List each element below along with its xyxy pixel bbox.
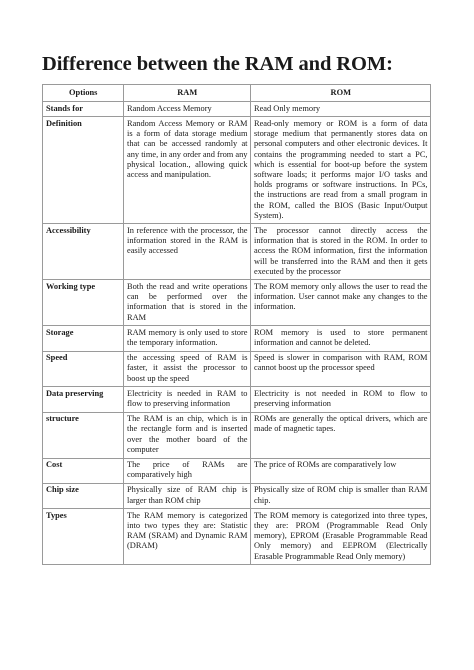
table-row bbox=[43, 326, 431, 351]
table-row bbox=[43, 412, 431, 458]
row-option: Stands for bbox=[43, 102, 124, 117]
header-rom: ROM bbox=[251, 85, 431, 102]
row-option: Data preserving bbox=[43, 387, 124, 412]
row-rom-cell: Electricity is not needed in ROM to flow to preserving information bbox=[251, 387, 431, 412]
row-ram-cell: the accessing speed of RAM is faster, it assist the processor to boost up the speed bbox=[124, 351, 251, 387]
row-option: Types bbox=[43, 509, 124, 565]
row-ram-cell: The RAM is an chip, which is in the rectangle form and is inserted over the mother board of the computer bbox=[124, 412, 251, 458]
row-rom-cell: Speed is slower in comparison with RAM, ROM cannot boost up the processor speed bbox=[251, 351, 431, 387]
row-ram-cell: Both the read and write operations can be performed over the information that is stored in the RAM bbox=[124, 280, 251, 326]
row-rom-cell: Read-only memory or ROM is a form of data storage medium that permanently stores data on personal computers and other electronic devices. It contains the programming needed to start a PC, which is essential for boot-up before the system software loads; it performs major I/O tasks and holds programs or software instructions. In PCs, the instructions are read from a small program in the ROM, called the BIOS (Basic Input/Output System). bbox=[251, 117, 431, 224]
table-row bbox=[43, 224, 431, 280]
row-option: Working type bbox=[43, 280, 124, 326]
table-header bbox=[43, 85, 431, 102]
table-body bbox=[43, 102, 431, 565]
row-option: Speed bbox=[43, 351, 124, 387]
header-options: Options bbox=[43, 85, 124, 102]
row-option: Chip size bbox=[43, 483, 124, 508]
row-option: Accessibility bbox=[43, 224, 124, 280]
row-ram-cell: Random Access Memory or RAM is a form of data storage medium that can be accessed randomly at any time, in any order and from any physical location., allowing quick access and manipulation. bbox=[124, 117, 251, 224]
row-option: Storage bbox=[43, 326, 124, 351]
row-rom-cell: Physically size of ROM chip is smaller than RAM chip. bbox=[251, 483, 431, 508]
comparison-table bbox=[42, 84, 431, 565]
row-rom-cell: The price of ROMs are comparatively low bbox=[251, 458, 431, 483]
table-row bbox=[43, 102, 431, 117]
row-rom-cell: ROM memory is used to store permanent information and cannot be deleted. bbox=[251, 326, 431, 351]
row-ram-cell: RAM memory is only used to store the temporary information. bbox=[124, 326, 251, 351]
row-rom-cell: The processor cannot directly access the information that is stored in the ROM. In order to access the ROM information, first the information will be transferred into the RAM and then it gets executed by the processor bbox=[251, 224, 431, 280]
row-rom-cell: ROMs are generally the optical drivers, which are made of magnetic tapes. bbox=[251, 412, 431, 458]
header-ram: RAM bbox=[124, 85, 251, 102]
row-option: Definition bbox=[43, 117, 124, 224]
row-ram-cell: In reference with the processor, the information stored in the RAM is easily accessed bbox=[124, 224, 251, 280]
row-option: structure bbox=[43, 412, 124, 458]
row-ram-cell: Physically size of RAM chip is larger than ROM chip bbox=[124, 483, 251, 508]
header-row bbox=[43, 85, 431, 102]
table-row bbox=[43, 117, 431, 224]
document-page bbox=[42, 52, 430, 565]
table-row bbox=[43, 387, 431, 412]
table-row bbox=[43, 351, 431, 387]
table-row bbox=[43, 458, 431, 483]
table-row bbox=[43, 509, 431, 565]
row-rom-cell: The ROM memory is categorized into three types, they are: PROM (Programmable Read Only memory), EPROM (Erasable Programmable Read Only memory) and EEPROM (Electrically Erasable Programmable Read Only memory) bbox=[251, 509, 431, 565]
row-ram-cell: The price of RAMs are comparatively high bbox=[124, 458, 251, 483]
page-title: Difference between the RAM and ROM: bbox=[42, 53, 393, 75]
table-row bbox=[43, 483, 431, 508]
table-row bbox=[43, 280, 431, 326]
row-rom-cell: Read Only memory bbox=[251, 102, 431, 117]
row-option: Cost bbox=[43, 458, 124, 483]
row-rom-cell: The ROM memory only allows the user to read the information. User cannot make any changes to the information. bbox=[251, 280, 431, 326]
row-ram-cell: Random Access Memory bbox=[124, 102, 251, 117]
row-ram-cell: Electricity is needed in RAM to flow to preserving information bbox=[124, 387, 251, 412]
row-ram-cell: The RAM memory is categorized into two types they are: Statistic RAM (SRAM) and Dynamic RAM (DRAM) bbox=[124, 509, 251, 565]
